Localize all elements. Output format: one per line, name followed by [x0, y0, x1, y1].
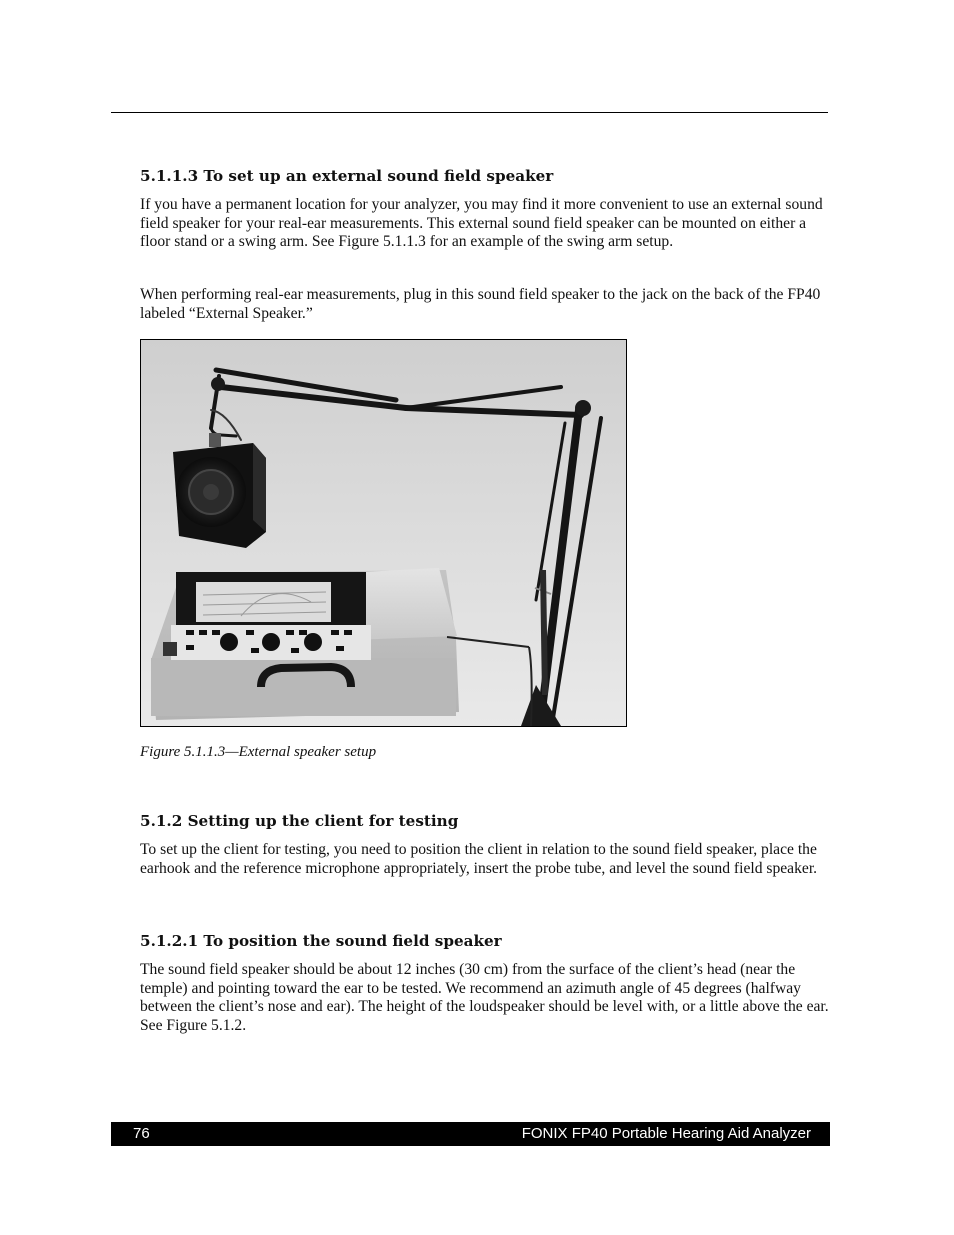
arm-joint-icon	[211, 377, 225, 391]
page-number: 76	[133, 1125, 150, 1142]
page-footer	[111, 1122, 830, 1146]
figure-caption: Figure 5.1.1.3—External speaker setup	[140, 744, 377, 760]
arm-joint-icon	[575, 400, 591, 416]
header-rule	[111, 112, 828, 113]
body-paragraph: The sound field speaker should be about 12 inches (30 cm) from the surface of the client’s head (near the temple) and pointing toward the ear to be tested. We recommend an azimuth angle of 45 degrees (halfway between the client’s nose and ear). The height of the loudspeaker should be level with, or a little above the ear. See Figure 5.1.2.	[140, 961, 829, 1035]
body-paragraph: If you have a permanent location for your analyzer, you may find it more convenient to use an external sound field speaker for your real-ear measurements. This external sound field speaker can be mounted on either a floor stand or a swing arm. See Figure 5.1.1.3 for an example of the swing arm setup.	[140, 196, 823, 251]
body-paragraph: To set up the client for testing, you need to position the client in relation to the sound field speaker, place the earhook and the reference microphone appropriately, insert the probe tube, and level the sound field speaker.	[140, 841, 818, 877]
section-heading-5-1-2-1: 5.1.2.1 To position the sound field speaker	[140, 932, 502, 950]
figure-photo	[140, 339, 627, 727]
document-title: FONIX FP40 Portable Hearing Aid Analyzer	[521, 1125, 811, 1142]
figure-illustration	[141, 340, 626, 726]
section-heading-5-1-1-3: 5.1.1.3 To set up an external sound field speaker	[140, 167, 554, 185]
body-paragraph: When performing real-ear measurements, plug in this sound field speaker to the jack on the back of the FP40 labeled “External Speaker.”	[140, 286, 821, 322]
section-heading-5-1-2: 5.1.2 Setting up the client for testing	[140, 812, 459, 830]
